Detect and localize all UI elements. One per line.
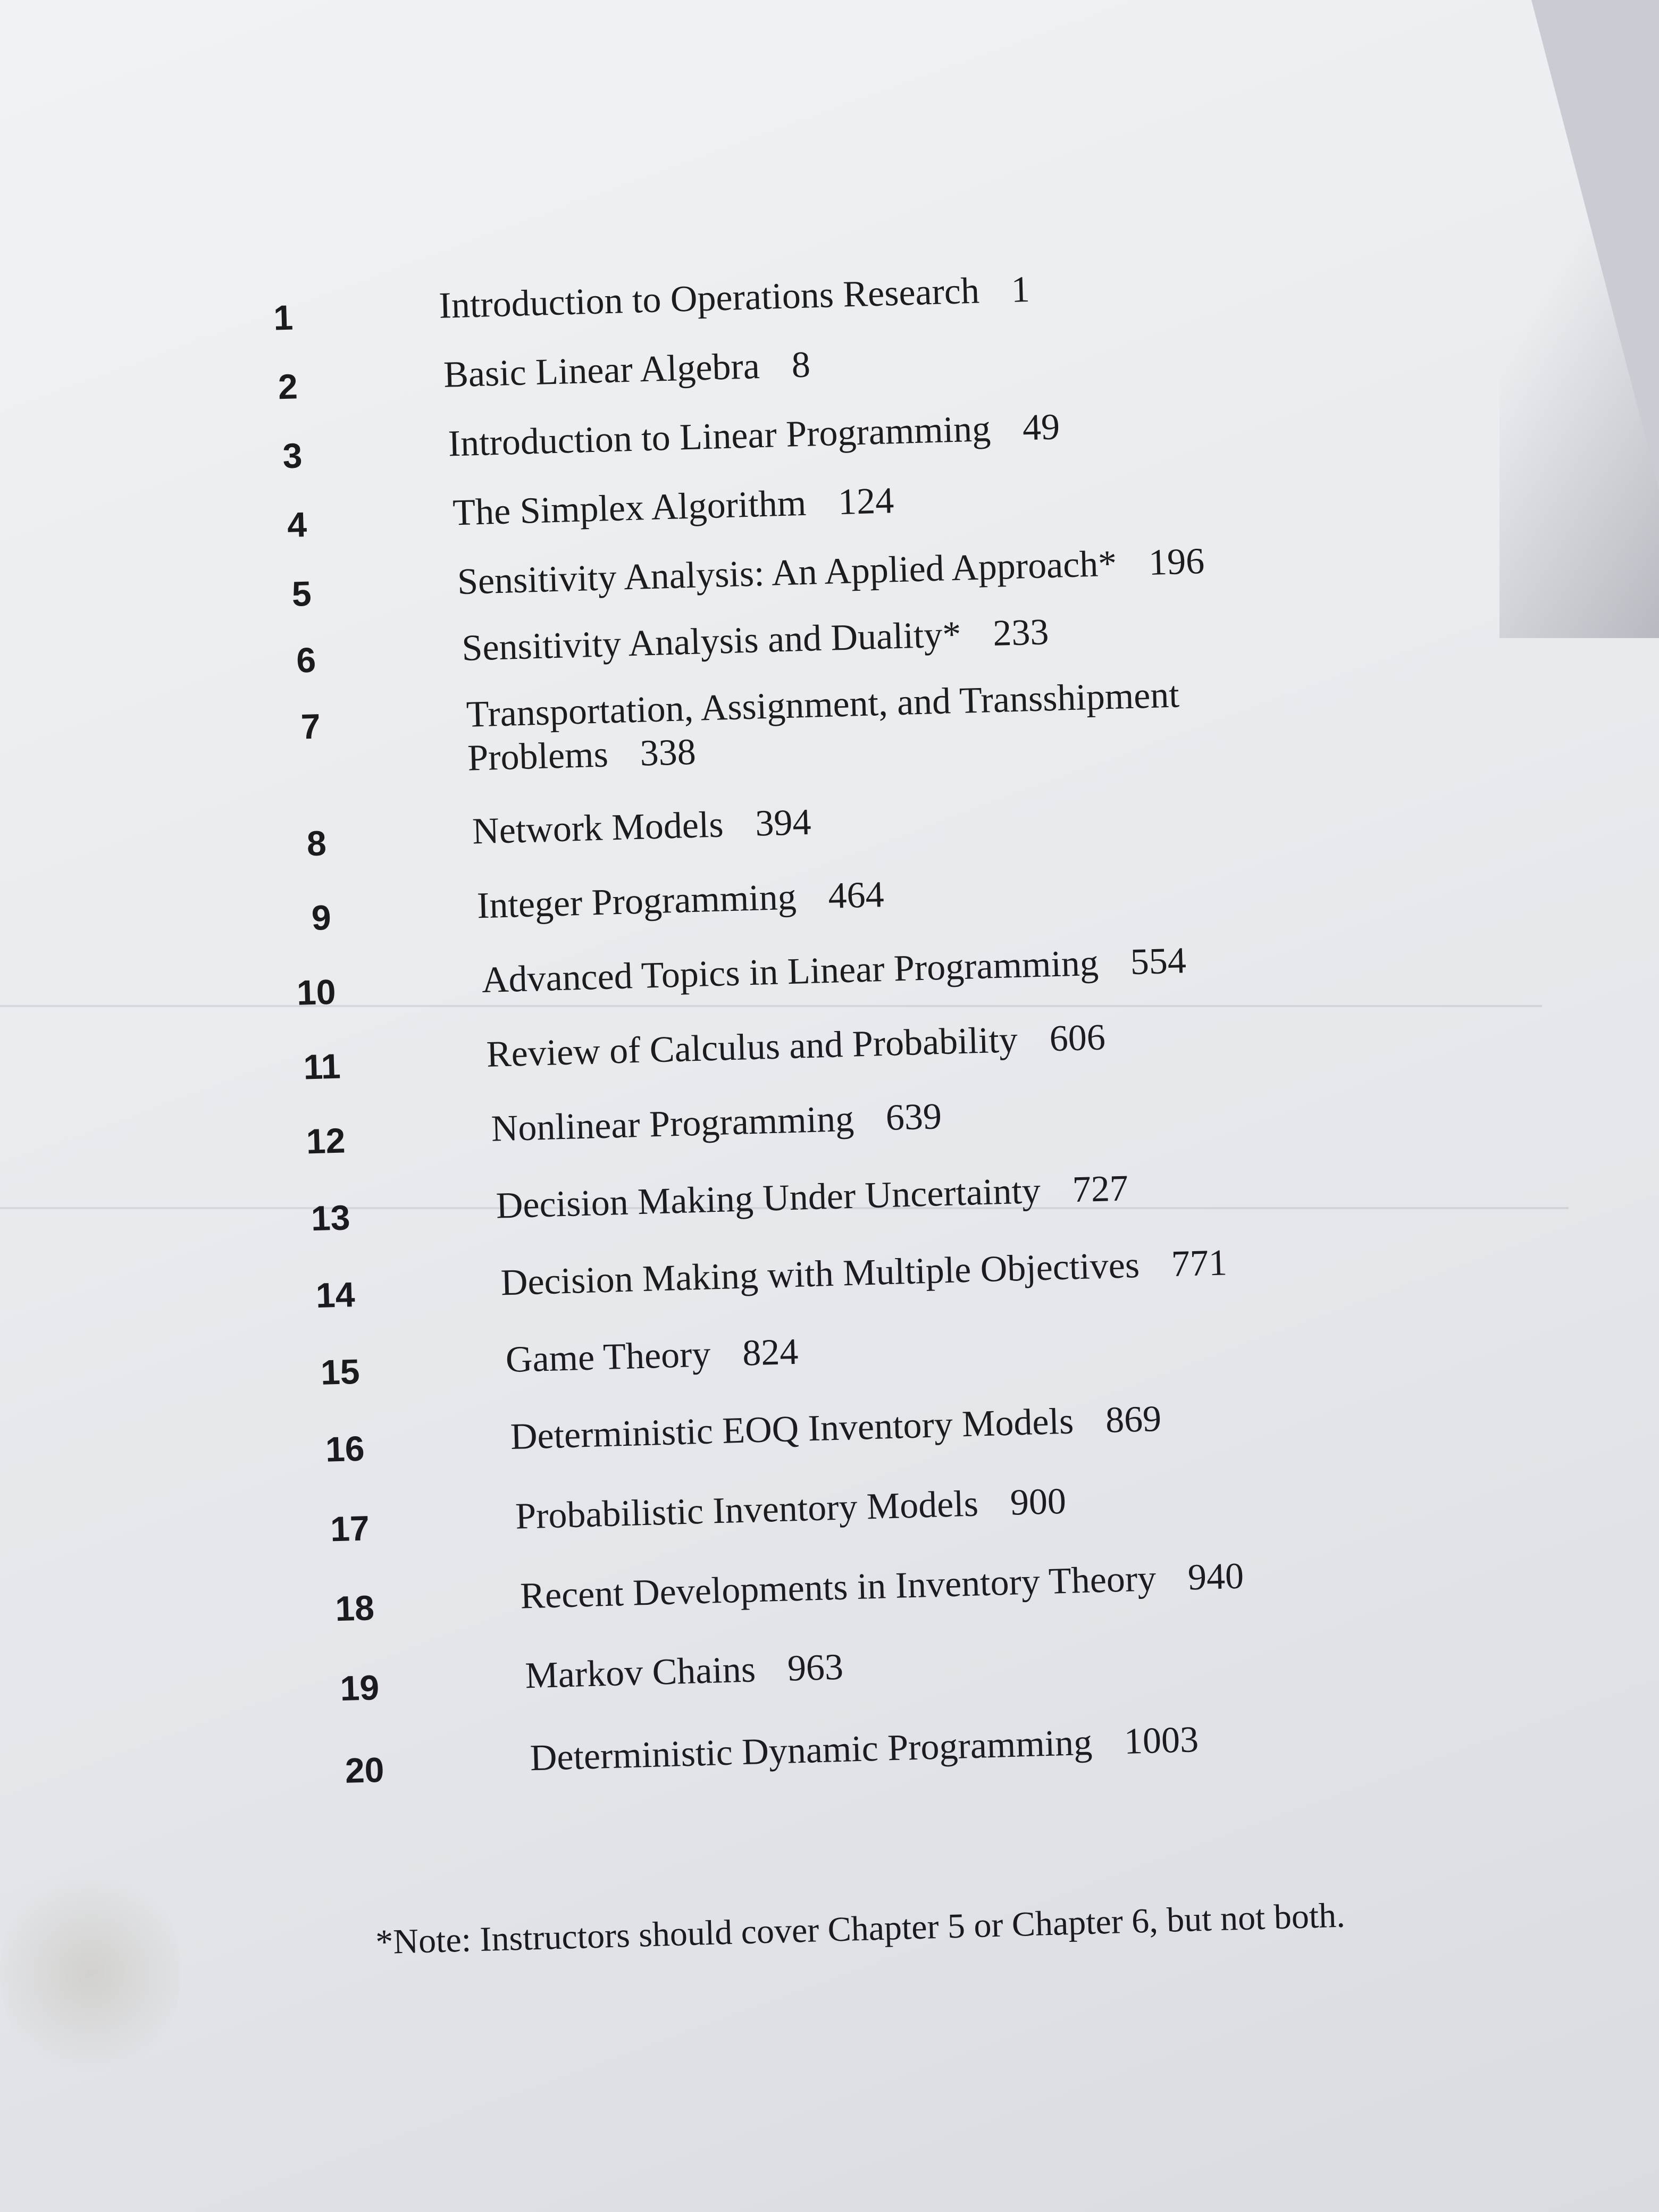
chapter-number: 17	[330, 1508, 370, 1549]
chapter-page-number: 606	[1049, 1017, 1106, 1060]
chapter-page-number: 639	[885, 1096, 942, 1139]
toc-entry	[38, 1632, 1633, 1708]
chapter-page-number: 554	[1129, 940, 1187, 983]
chapter-title	[500, 1241, 1228, 1305]
toc-entry	[28, 1238, 1622, 1316]
chapter-title-text: Deterministic EOQ Inventory Models	[509, 1401, 1075, 1457]
chapter-number: 12	[305, 1120, 346, 1161]
chapter-title-text: Nonlinear Programming	[490, 1098, 854, 1150]
chapter-page-number: 963	[786, 1646, 844, 1689]
chapter-title	[472, 801, 811, 854]
chapter-title	[448, 405, 1060, 466]
toc-entry	[30, 1316, 1624, 1392]
chapter-title	[486, 1016, 1106, 1076]
chapter-page-number: 49	[1021, 406, 1061, 449]
chapter-title-text: Basic Linear Algebra	[443, 346, 760, 396]
chapter-page-number: 394	[755, 801, 812, 844]
chapter-page-number: 233	[992, 611, 1050, 655]
chapter-title	[510, 1397, 1162, 1459]
chapter-number: 19	[339, 1668, 380, 1708]
chapter-title	[481, 939, 1187, 1002]
chapter-number: 14	[315, 1275, 356, 1316]
chapter-number: 13	[310, 1197, 351, 1238]
chapter-number: 20	[344, 1749, 385, 1790]
chapter-page-number: 900	[1009, 1480, 1067, 1523]
chapter-title-text: Markov Chains	[524, 1649, 757, 1697]
chapter-title-text: Game Theory	[505, 1334, 711, 1381]
toc-entry	[23, 1085, 1618, 1161]
chapter-number: 6	[296, 640, 317, 680]
chapter-page-number: 869	[1105, 1398, 1162, 1441]
chapter-number: 7	[300, 706, 321, 747]
chapter-page-number: 1003	[1123, 1719, 1200, 1762]
chapter-number: 3	[282, 435, 303, 476]
chapter-page-number: 196	[1148, 540, 1205, 583]
toc-entry	[17, 861, 1612, 938]
chapter-title-text: Integer Programming	[476, 876, 797, 927]
chapter-title	[438, 268, 1030, 328]
chapter-page-number: 464	[827, 874, 885, 917]
footnote: *Note: Instructors should cover Chapter 5 or Chapter 6, but not both.	[375, 1896, 1346, 1962]
chapter-title-text: Network Models	[472, 804, 724, 852]
chapter-number: 8	[306, 823, 327, 864]
toc-entry	[21, 1010, 1616, 1087]
chapter-page-number: 824	[742, 1331, 799, 1374]
chapter-title-text: Decision Making Under Uncertainty	[495, 1170, 1041, 1227]
chapter-title-text: Introduction to Operations Research	[438, 270, 980, 326]
chapter-title	[476, 873, 885, 928]
toc-entry	[19, 936, 1614, 1012]
chapter-title	[520, 1555, 1244, 1619]
chapter-title-text: Introduction to Linear Programming	[447, 408, 992, 465]
chapter-title-text: Probabilistic Inventory Models	[515, 1483, 979, 1537]
chapter-number: 5	[291, 573, 312, 614]
chapter-page-number: 940	[1187, 1555, 1245, 1598]
chapter-page-number: 727	[1071, 1168, 1129, 1211]
toc-entry	[15, 787, 1610, 864]
chapter-title-text: Review of Calculus and Probability	[485, 1019, 1018, 1075]
chapter-number: 11	[303, 1046, 341, 1087]
chapter-title	[524, 1646, 844, 1698]
chapter-title	[530, 1718, 1199, 1780]
chapter-title	[461, 610, 1049, 671]
chapter-title	[443, 343, 811, 397]
chapter-title-text: The Simplex Algorithm	[452, 482, 807, 534]
toc-entry	[0, 261, 1595, 338]
chapter-title-text: Transportation, Assignment, and Transshipment	[465, 674, 1180, 735]
chapter-title-text: Sensitivity Analysis and Duality*	[461, 614, 962, 669]
chapter-number: 15	[320, 1351, 361, 1392]
chapter-title-text: Recent Developments in Inventory Theory	[520, 1558, 1157, 1617]
chapter-page-number: 8	[791, 344, 811, 386]
chapter-number: 4	[287, 505, 307, 545]
chapter-page-number: 124	[837, 480, 895, 523]
chapter-page-number: 338	[639, 731, 697, 774]
chapter-title	[452, 479, 894, 535]
chapter-title-line2	[467, 731, 697, 781]
chapter-title	[515, 1480, 1067, 1539]
toc-entry	[26, 1162, 1620, 1238]
chapter-number: 10	[296, 971, 337, 1012]
chapter-title	[496, 1167, 1129, 1228]
chapter-page-number: 1	[1010, 269, 1030, 311]
chapter-number: 18	[334, 1588, 375, 1629]
chapter-page-number: 771	[1170, 1242, 1228, 1285]
chapter-title	[491, 1095, 942, 1151]
toc-entry	[36, 1552, 1631, 1629]
chapter-title	[466, 673, 1180, 736]
chapter-number: 2	[277, 366, 298, 407]
chapter-title	[505, 1330, 799, 1382]
chapter-number: 16	[325, 1428, 365, 1469]
toc-entry	[34, 1472, 1629, 1549]
chapter-number: 9	[311, 898, 332, 938]
chapter-title	[457, 540, 1205, 604]
chapter-number: 1	[273, 297, 294, 338]
toc-entry	[32, 1393, 1627, 1469]
chapter-title-text: Deterministic Dynamic Programming	[529, 1722, 1093, 1779]
chapter-title-text: Decision Making with Multiple Objectives	[500, 1244, 1140, 1304]
chapter-title-text: Advanced Topics in Linear Programming	[481, 942, 1099, 1001]
chapter-title-text: Sensitivity Analysis: An Applied Approach*	[456, 543, 1118, 603]
toc-entry	[41, 1714, 1636, 1790]
chapter-title-text: Problems	[467, 734, 609, 779]
